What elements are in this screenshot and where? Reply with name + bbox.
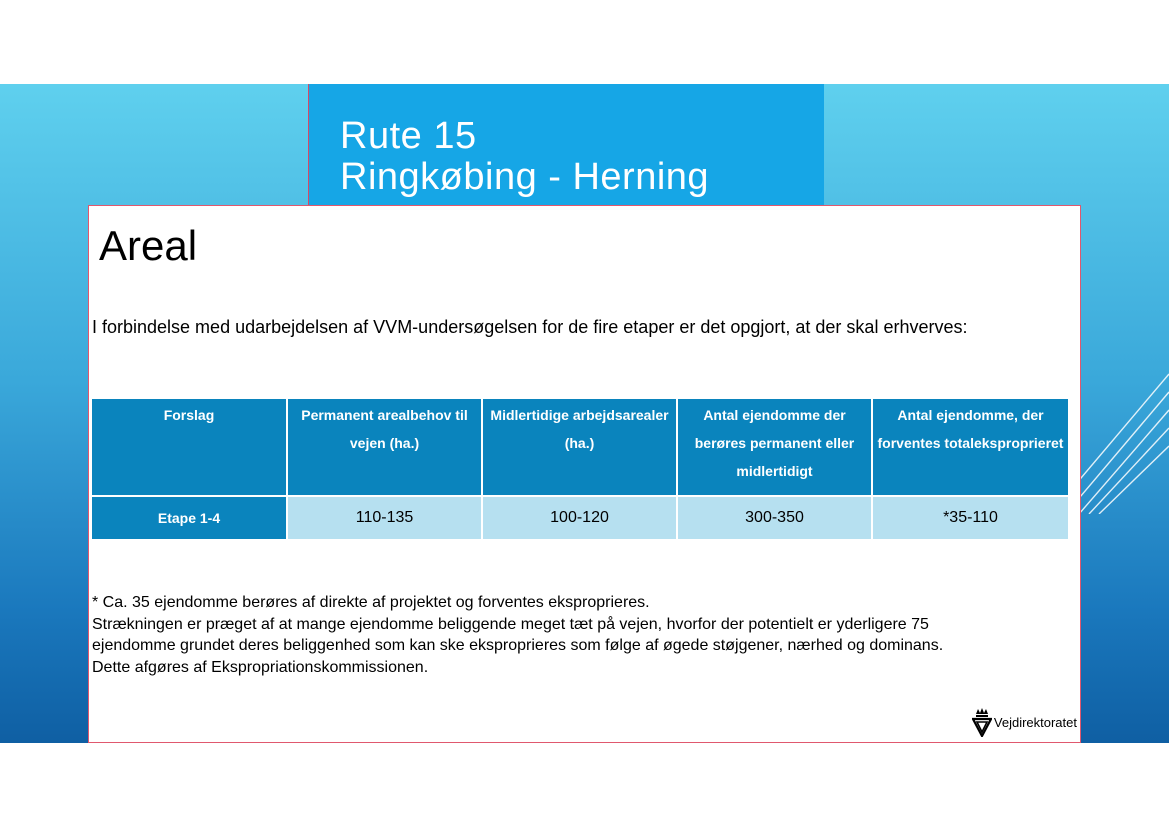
column-header: Antal ejendomme der berøres permanent eller midlertidigt [677, 399, 872, 496]
table-cell: 100-120 [482, 496, 677, 539]
footnotes [92, 592, 972, 678]
title-box [308, 84, 824, 206]
footnote: Dette afgøres af Ekspropriationskommissionen. [92, 658, 429, 676]
table-header-row [92, 399, 1068, 496]
footnote: Strækningen er præget af at mange ejendomme beliggende meget tæt på vejen, hvorfor der potentielt er yderligere 75 ejendomme grundet deres beliggenhed som kan ske eksproprieres som følge af øgede støjgener, nærhed og dominans. [92, 615, 944, 654]
column-header: Midlertidige arbejdsarealer (ha.) [482, 399, 677, 496]
column-header: Forslag [92, 399, 287, 496]
intro-text: I forbindelse med udarbejdelsen af VVM-undersøgelsen for de fire etaper er det opgjort, at der skal erhverves: [92, 317, 968, 337]
footnote: * Ca. 35 ejendomme berøres af direkte af projektet og forventes eksproprieres. [92, 594, 650, 611]
vejdirektoratet-logo [972, 706, 1077, 738]
column-header: Permanent arealbehov til vejen (ha.) [287, 399, 482, 496]
table-cell: *35-110 [872, 496, 1068, 539]
table-cell: 300-350 [677, 496, 872, 539]
column-header: Antal ejendomme, der forventes totaleksproprieret [872, 399, 1068, 496]
table-cell: 110-135 [287, 496, 482, 539]
crown-icon [972, 707, 992, 737]
title-line-1: Rute 15 [340, 115, 477, 157]
row-label: Etape 1-4 [92, 496, 287, 539]
title-line-2: Ringkøbing - Herning [340, 156, 710, 198]
area-table [92, 399, 1068, 539]
table-row [92, 496, 1068, 539]
logo-text: Vejdirektoratet [993, 714, 1077, 730]
slide-heading: Areal [99, 222, 198, 269]
content-panel [88, 205, 1081, 743]
